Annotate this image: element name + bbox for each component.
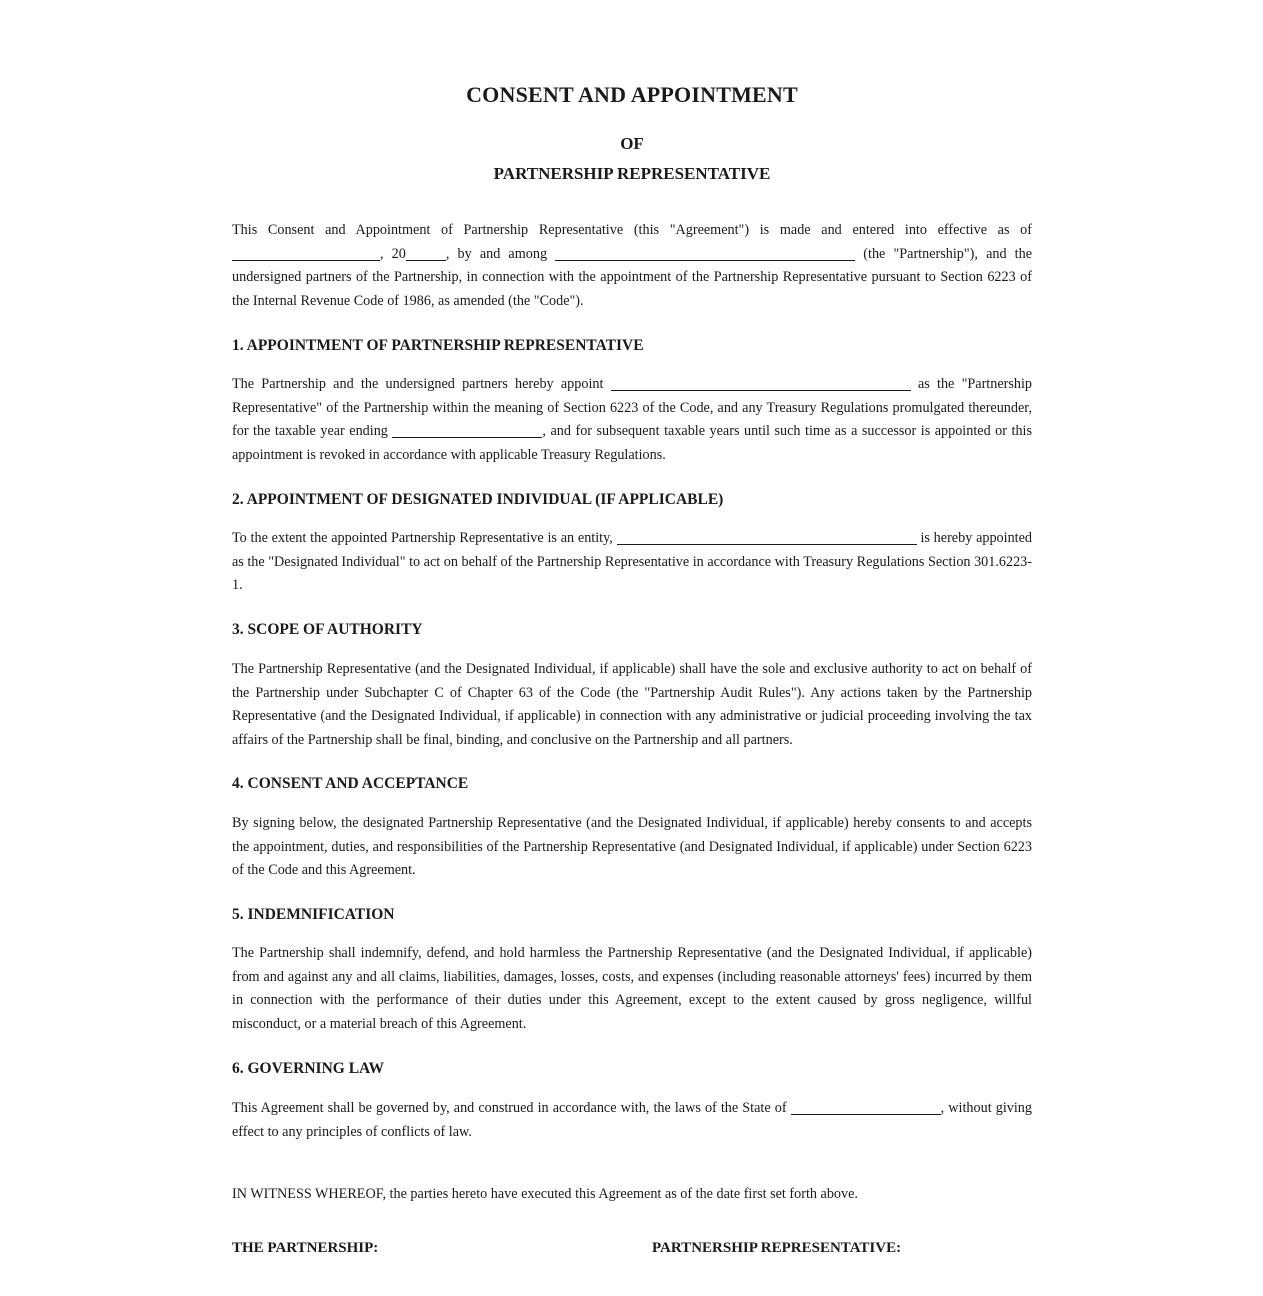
document-title: CONSENT AND APPOINTMENT — [466, 82, 798, 107]
intro-text-3: , by and among — [445, 245, 548, 262]
section-1-heading: 1. APPOINTMENT OF PARTNERSHIP REPRESENTATIVE — [232, 337, 644, 354]
partnership-name-blank — [555, 246, 855, 261]
intro-text-1: This Consent and Appointment of Partnership Representative (this "Agreement") is made and entered into effective as of — [232, 222, 1032, 238]
section-4-paragraph: By signing below, the designated Partnership Representative (and the Designated Individual, if applicable) hereby consents to and accepts the appointment, duties, and responsibilities of the Partnership Representative (and Designated Individual, if applicable) under Section 6223 of the Code and this Agreement. — [232, 815, 1032, 878]
document-subtitle-of: OF — [620, 134, 644, 153]
section-5-paragraph: The Partnership shall indemnify, defend, and hold harmless the Partnership Representative (and the Designated Individual, if applicable) from and against any and all claims, liabilities, damages, losses, costs, and expenses (including reasonable attorneys' fees) incurred by them in connection with the performance of their duties under this Agreement, except to the extent caused by gross negligence, willful misconduct, or a material breach of this Agreement. — [232, 945, 1032, 1032]
document-subtitle: PARTNERSHIP REPRESENTATIVE — [493, 164, 771, 183]
section-2-text-2: is hereby appointed as the "Designated Individual" to act on behalf of the Partnership Representative in accordance with Treasury Regulations Section 301.6223-1. — [232, 530, 1033, 593]
section-3-heading: 3. SCOPE OF AUTHORITY — [232, 621, 423, 638]
intro-text-4: (the "Partnership"), and the undersigned partners of the Partnership, in connection with the appointment of the Partnership Representative pursuant to Section 6223 of the Internal Revenue Code of 1986, as amended (the "Code"). — [232, 245, 1032, 309]
signature-label-representative: PARTNERSHIP REPRESENTATIVE: — [652, 1240, 902, 1256]
section-1-text-2: as the "Partnership Representative" of the Partnership within the meaning of Section 6223 of the Code, and any Treasury Regulations promulgated thereunder, for the taxable year ending — [232, 376, 1032, 439]
section-2-paragraph — [232, 527, 1032, 598]
section-2-text-1: To the extent the appointed Partnership Representative is an entity, — [232, 530, 613, 546]
effective-date-blank — [232, 246, 380, 261]
section-6-heading: 6. GOVERNING LAW — [232, 1060, 385, 1077]
intro-paragraph — [232, 219, 1032, 313]
designated-individual-blank — [617, 530, 917, 545]
section-6-text-2: , without giving effect to any principles of conflicts of law. — [232, 1100, 1032, 1140]
section-3-paragraph: The Partnership Representative (and the Designated Individual, if applicable) shall have the sole and exclusive authority to act on behalf of the Partnership under Subchapter C of Chapter 63 of the Code (the "Partnership Audit Rules"). Any actions taken by the Partnership Representative (and the Designated Individual, if applicable) in connection with any administrative or judicial proceeding involving the tax affairs of the Partnership shall be final, binding, and conclusive on the Partnership and all partners. — [232, 661, 1032, 748]
year-blank — [406, 246, 446, 261]
section-2-heading: 2. APPOINTMENT OF DESIGNATED INDIVIDUAL (IF APPLICABLE) — [232, 491, 724, 508]
section-1-text-3: , and for subsequent taxable years until such time as a successor is appointed or this appointment is revoked in accordance with applicable Treasury Regulations. — [232, 423, 1032, 463]
section-5-heading: 5. INDEMNIFICATION — [232, 906, 395, 923]
representative-name-blank — [611, 376, 911, 391]
section-6-text-1: This Agreement shall be governed by, and construed in accordance with, the laws of the State of — [232, 1100, 787, 1116]
witness-statement: IN WITNESS WHEREOF, the parties hereto have executed this Agreement as of the date first set forth above. — [232, 1186, 858, 1202]
taxable-year-blank — [392, 423, 542, 438]
section-4-heading: 4. CONSENT AND ACCEPTANCE — [232, 775, 469, 792]
section-6-paragraph — [232, 1097, 1032, 1144]
section-1-paragraph — [232, 373, 1032, 467]
signature-label-partnership: THE PARTNERSHIP: — [232, 1240, 379, 1256]
section-1-text-1: The Partnership and the undersigned partners hereby appoint — [232, 376, 604, 392]
intro-text-2: , 20 — [380, 245, 406, 262]
state-blank — [791, 1100, 941, 1115]
